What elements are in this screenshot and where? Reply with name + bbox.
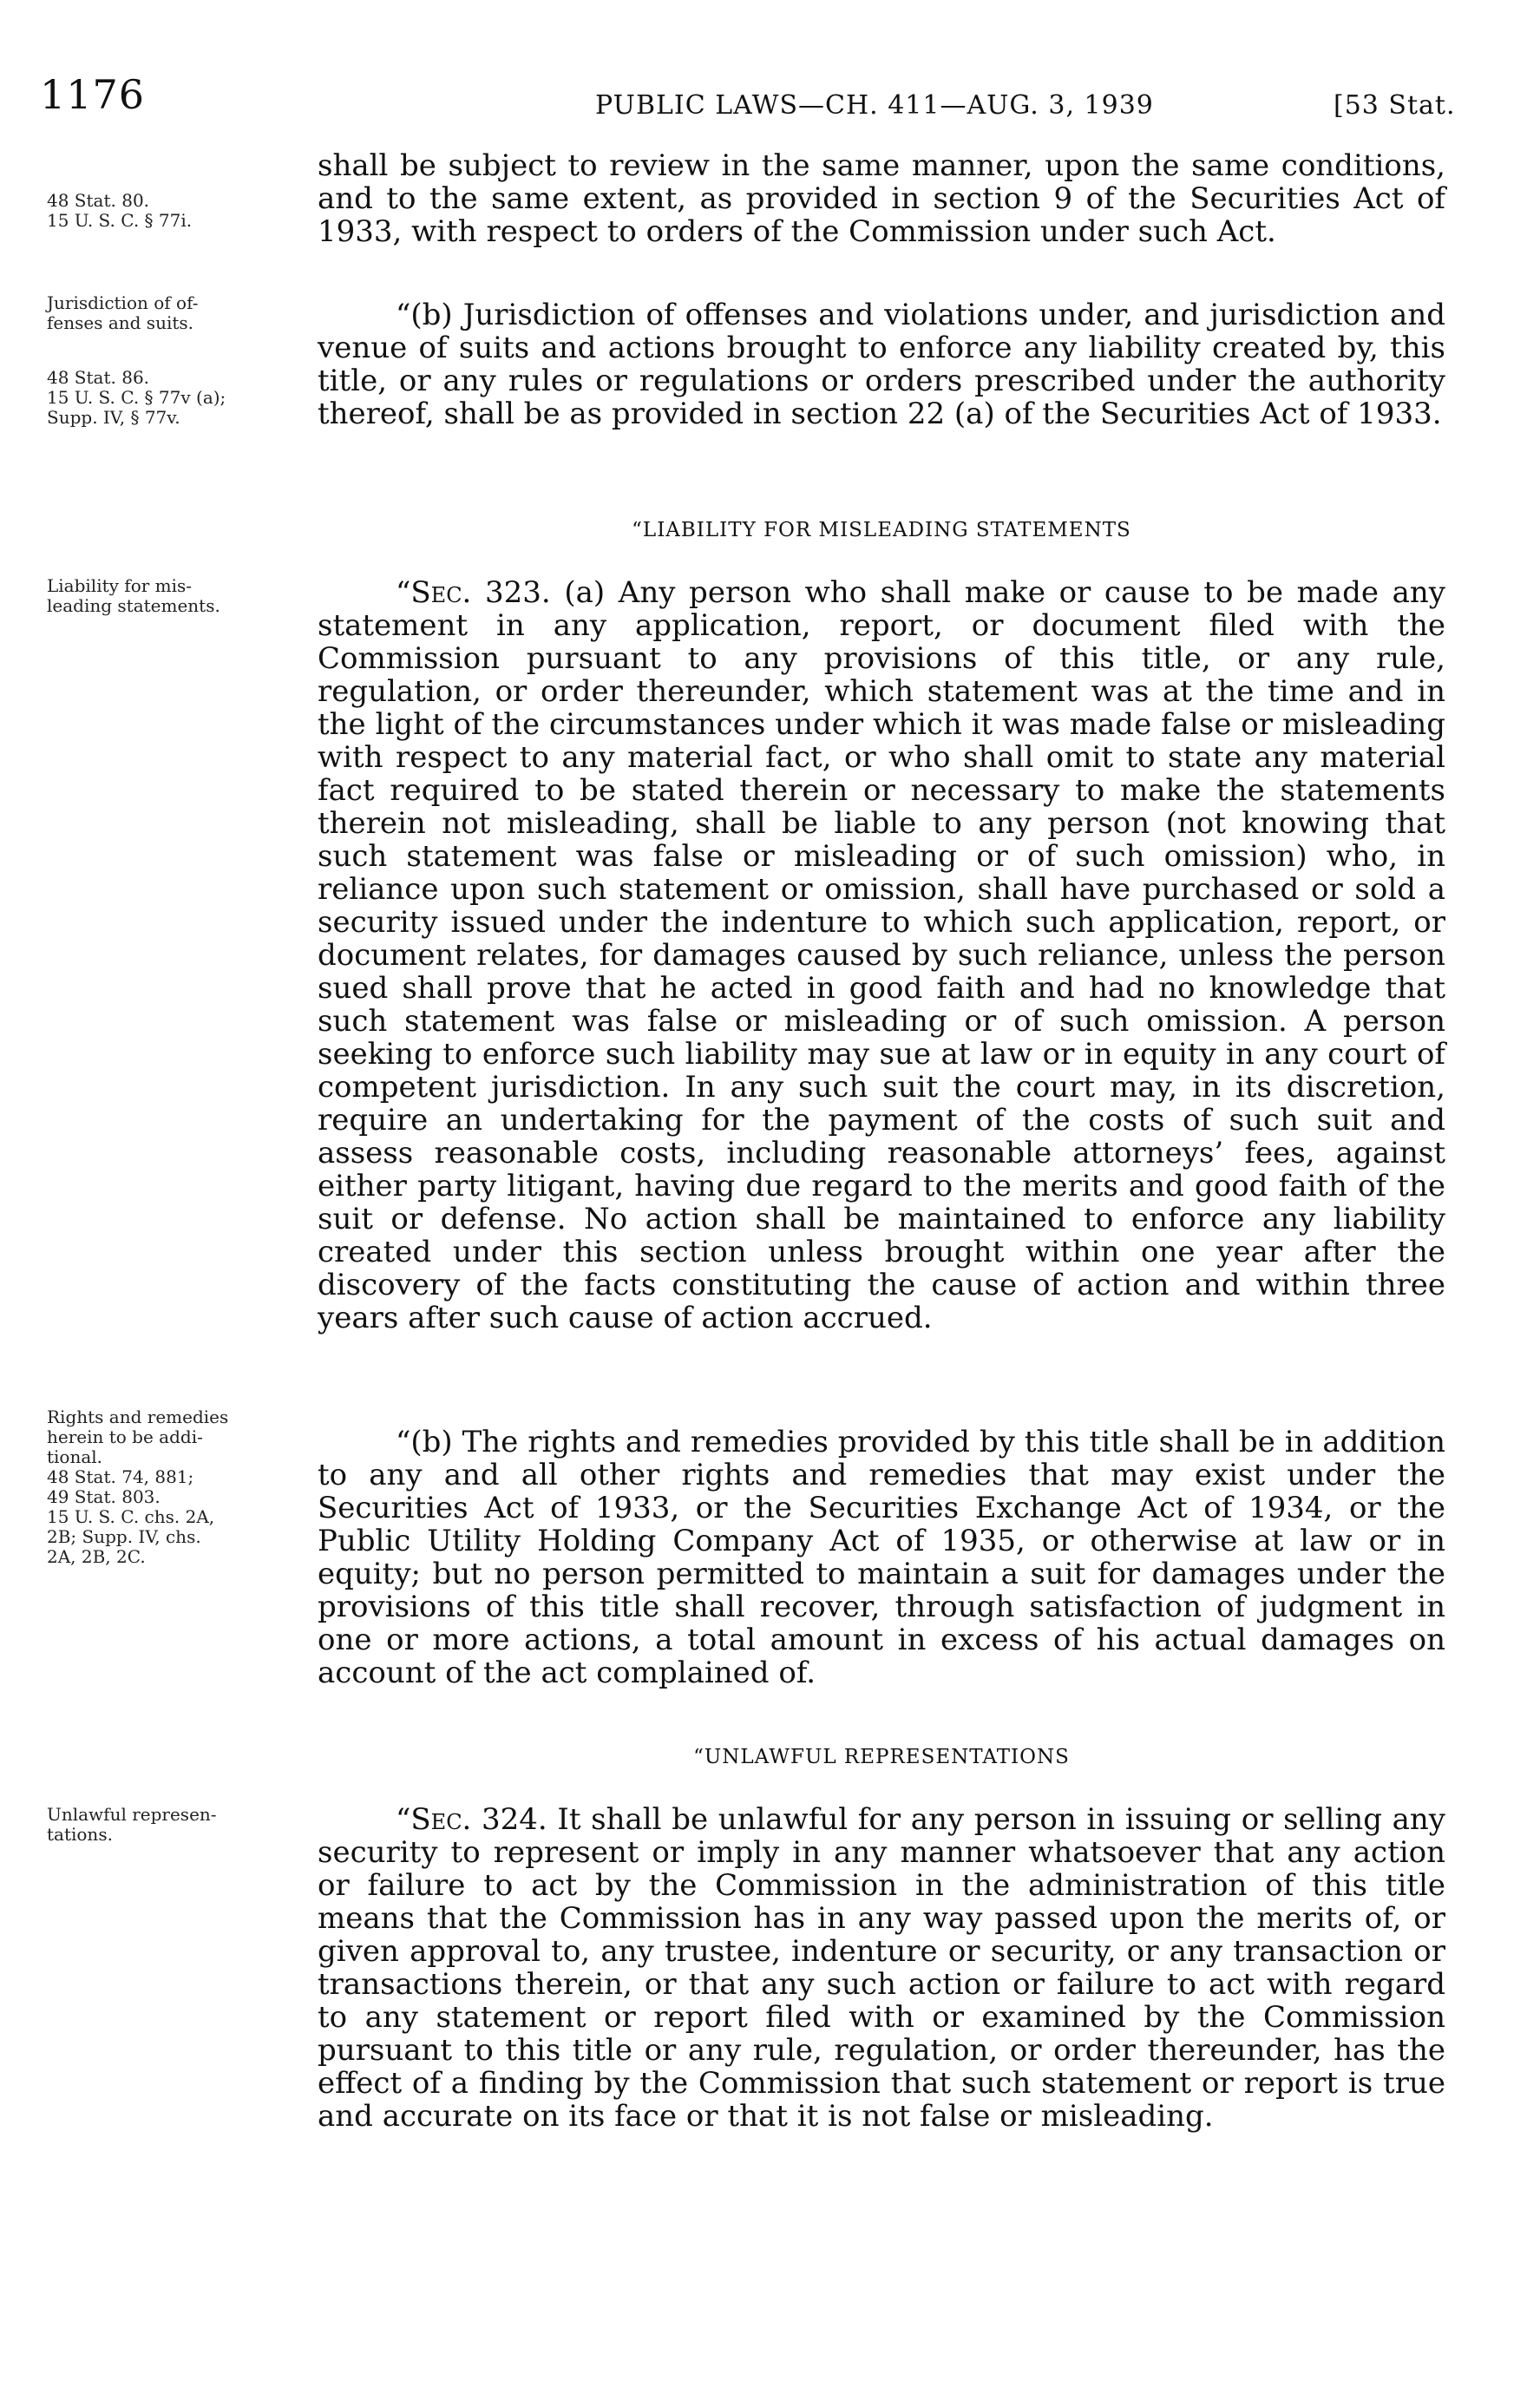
margin-note-stat-80: 48 Stat. 80. 15 U. S. C. § 77i. <box>47 190 193 231</box>
paragraph-sec-324 <box>318 1803 1445 2133</box>
margin-note-liability: Liability for mis- leading statements. <box>47 575 220 616</box>
paragraph-sec-323 <box>318 576 1445 1334</box>
margin-note-rights: Rights and remedies herein to be addi- tional. 48 Stat. 74, 881; 49 Stat. 803. 15 U. S. C. chs. 2A, 2B; Supp. IV, chs. 2A, 2B, 2C. <box>47 1407 229 1567</box>
page-number: 1176 <box>40 71 146 118</box>
margin-note-unlawful: Unlawful represen- tations. <box>47 1804 217 1845</box>
running-title: PUBLIC LAWS—CH. 411—AUG. 3, 1939 <box>595 90 1154 121</box>
paragraph-jurisdiction: “(b) Jurisdiction of offenses and violations under, and jurisdiction and venue of suits and actions brought to enforce any liability created by, this title, or any rules or regulations or orders prescribed under the authority thereof, shall be as provided in section 22 (a) of the Securities Act of 1933. <box>318 298 1445 431</box>
paragraph-review: shall be subject to review in the same manner, upon the same conditions, and to the same extent, as provided in section 9 of the Securities Act of 1933, with respect to orders of the Commission under such Act. <box>318 148 1445 249</box>
heading-unlawful: “UNLAWFUL REPRESENTATIONS <box>693 1746 1070 1768</box>
section-label-324: “Sec. 324. <box>396 1802 547 1837</box>
stat-reference: [53 Stat. <box>1334 90 1456 121</box>
section-label-323: “Sec. 323. <box>396 575 551 610</box>
margin-note-jurisdiction: Jurisdiction of of- fenses and suits. <box>47 292 199 333</box>
heading-liability: “LIABILITY FOR MISLEADING STATEMENTS <box>632 519 1131 541</box>
section-324-text: It shall be unlawful for any person in issuing or selling any security to represent or imply in any manner whatsoever that any action or failure to act by the Commission in the administration of this title means that the Commission has in any way passed upon the merits of, or given approval to, any trustee, indenture or security, or any transaction or transactions therein, or that any such action or failure to act with regard to any statement or report filed with or examined by the Commission pursuant to this title or any rule, regulation, or order thereunder, has the effect of a finding by the Commission that such statement or report is true and accurate on its face or that it is not false or misleading. <box>318 1802 1445 2134</box>
paragraph-rights-remedies: “(b) The rights and remedies provided by this title shall be in addition to any and all other rights and remedies that may exist under the Securities Act of 1933, or the Securities Exchange Act of 1934, or the Public Utility Holding Company Act of 1935, or otherwise at law or in equity; but no person permitted to maintain a suit for damages under the provisions of this title shall recover, through satisfaction of judgment in one or more actions, a total amount in excess of his actual damages on account of the act complained of. <box>318 1425 1445 1690</box>
margin-note-stat-86: 48 Stat. 86. 15 U. S. C. § 77v (a); Supp. IV, § 77v. <box>47 367 226 428</box>
section-323-text: (a) Any person who shall make or cause to be made any statement in any application, report, or document filed with the Commission pursuant to any provisions of this title, or any rule, regulation, or order thereunder, which statement was at the time and in the light of the circumstances under which it was made false or misleading with respect to any material fact, or who shall omit to state any material fact required to be stated therein or necessary to make the statements therein not misleading, shall be liable to any person (not knowing that such statement was false or misleading or of such omission) who, in reliance upon such statement or omission, shall have purchased or sold a security issued under the indenture to which such application, report, or document relates, for damages caused by such reliance, unless the person sued shall prove that he acted in good faith and had no knowledge that such statement was false or misleading or of such omission. A person seeking to enforce such liability may sue at law or in equity in any court of competent jurisdiction. In any such suit the court may, in its discretion, require an undertaking for the payment of the costs of such suit and assess reasonable costs, including reasonable attorneys’ fees, against either party litigant, having due regard to the merits and good faith of the suit or defense. No action shall be maintained to enforce any liability created under this section unless brought within one year after the discovery of the facts constituting the cause of action and within three years after such cause of action accrued. <box>318 575 1446 1335</box>
